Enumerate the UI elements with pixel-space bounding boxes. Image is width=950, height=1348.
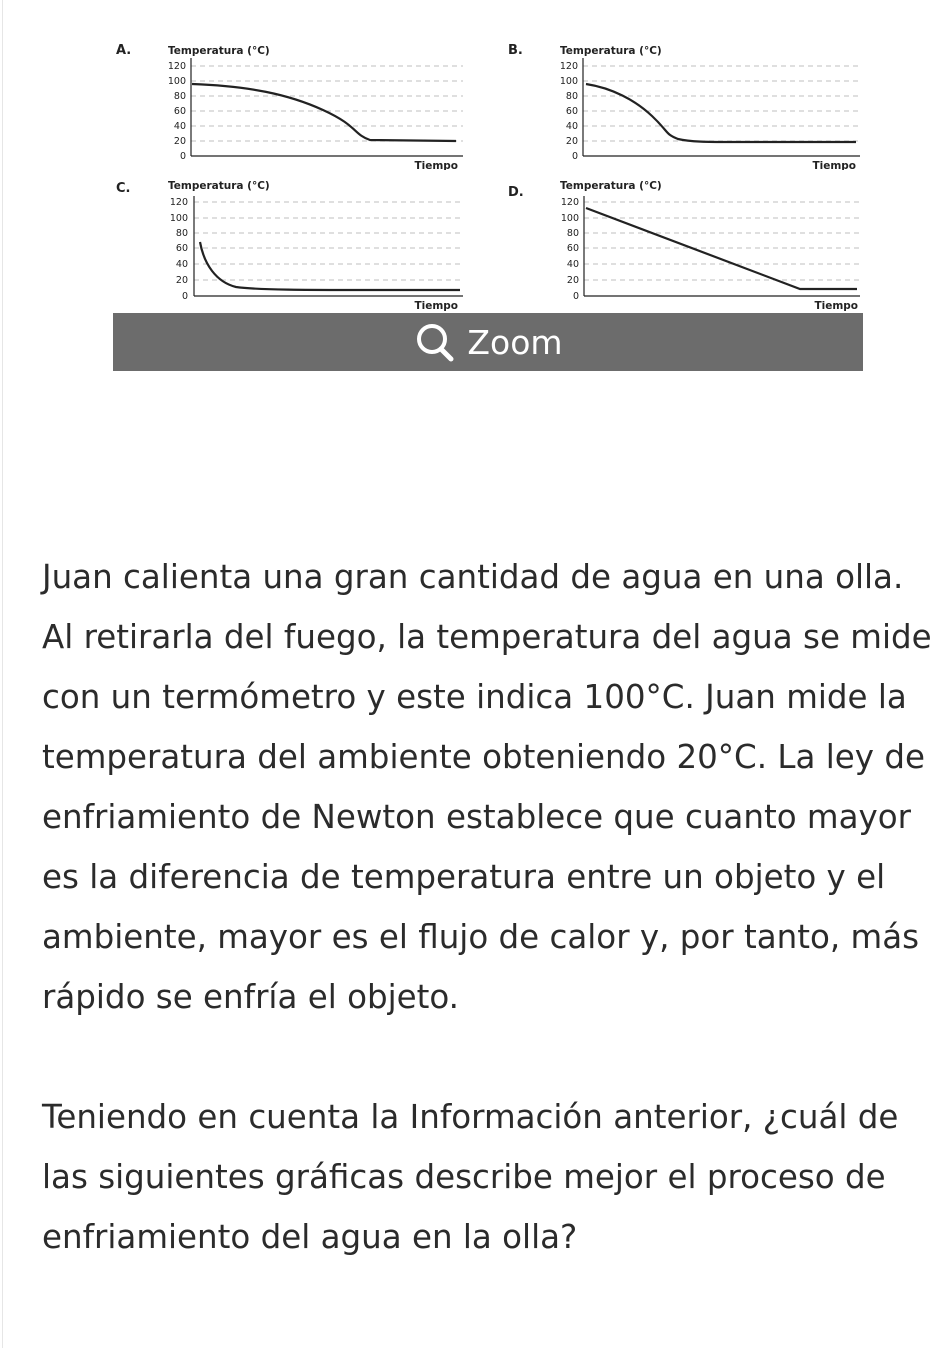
graph-d-y-axis-label: Temperatura (°C) <box>560 180 662 192</box>
graph-a-x-axis-label: Tiempo <box>414 160 458 170</box>
graph-a-tick-80: 80 <box>173 91 186 102</box>
graph-b-letter: B. <box>508 43 523 58</box>
graph-d-letter: D. <box>508 185 524 200</box>
question-text <box>42 547 937 1267</box>
graph-d-tick-0: 0 <box>572 291 579 302</box>
graph-b-tick-100: 100 <box>559 76 578 87</box>
graph-b <box>500 28 880 170</box>
graph-b-tick-80: 80 <box>565 91 578 102</box>
graph-a-tick-100: 100 <box>167 76 186 87</box>
graph-c-x-axis-label: Tiempo <box>414 300 458 312</box>
graph-d <box>500 170 880 312</box>
graph-a-svg <box>108 28 488 170</box>
search-icon <box>413 322 457 362</box>
question-paragraph-2: Teniendo en cuenta la Información anterior, ¿cuál de las siguientes gráficas describe mejor el proceso de enfriamiento del agua en la olla? <box>42 1098 899 1256</box>
graph-d-tick-40: 40 <box>566 259 579 270</box>
graph-b-tick-40: 40 <box>565 121 578 132</box>
graph-b-tick-60: 60 <box>565 106 578 117</box>
graph-d-gridlines <box>584 202 860 280</box>
graph-a-gridlines <box>191 66 463 141</box>
graph-c-curve <box>200 242 460 290</box>
graph-c <box>108 170 488 312</box>
graph-d-tick-100: 100 <box>560 213 579 224</box>
graph-a-tick-20: 20 <box>173 136 186 147</box>
graph-b-tick-20: 20 <box>565 136 578 147</box>
question-paragraph-1 <box>42 547 937 1027</box>
graph-b-tick-120: 120 <box>559 61 578 72</box>
graph-d-x-axis-label: Tiempo <box>814 300 858 312</box>
graph-c-tick-40: 40 <box>175 259 188 270</box>
graph-a-tick-40: 40 <box>173 121 186 132</box>
graph-c-svg <box>108 170 488 312</box>
graph-a <box>108 28 488 170</box>
graph-b-x-axis-label: Tiempo <box>812 160 856 170</box>
graph-c-y-ticks <box>170 197 188 302</box>
graph-d-tick-80: 80 <box>566 228 579 239</box>
graph-c-tick-80: 80 <box>175 228 188 239</box>
question-p1-part2: . Juan mide la temperatura del ambiente obteniendo <box>42 678 907 776</box>
zoom-label: Zoom <box>467 322 563 362</box>
graph-d-y-ticks <box>561 197 579 302</box>
zoom-button[interactable] <box>113 313 863 371</box>
graph-d-tick-60: 60 <box>566 243 579 254</box>
ambient-temperature: 20°C <box>676 738 757 776</box>
graph-c-tick-120: 120 <box>169 197 188 208</box>
graph-c-tick-100: 100 <box>169 213 188 224</box>
graph-d-tick-20: 20 <box>566 275 579 286</box>
graph-c-tick-0: 0 <box>181 291 188 302</box>
graph-c-tick-60: 60 <box>175 243 188 254</box>
graph-b-y-ticks <box>560 61 578 162</box>
graph-a-tick-60: 60 <box>173 106 186 117</box>
graph-b-gridlines <box>583 66 860 141</box>
graph-b-svg <box>500 28 880 170</box>
graph-d-curve <box>586 208 857 289</box>
water-temperature: 100°C <box>583 678 685 716</box>
graph-a-letter: A. <box>116 43 132 58</box>
graph-b-tick-0: 0 <box>571 151 578 162</box>
page-left-border <box>2 0 3 1348</box>
graph-a-y-axis-label: Temperatura (°C) <box>168 45 270 57</box>
graph-c-letter: C. <box>116 181 131 196</box>
graph-a-tick-120: 120 <box>167 61 186 72</box>
graphs-figure <box>108 28 868 312</box>
graph-b-curve <box>586 84 856 142</box>
graph-d-svg <box>500 170 880 312</box>
graph-b-y-axis-label: Temperatura (°C) <box>560 45 662 57</box>
graph-c-y-axis-label: Temperatura (°C) <box>168 180 270 192</box>
graph-a-y-ticks <box>168 61 186 162</box>
question-p1-part1: Juan calienta una gran cantidad de agua en una olla. Al retirarla del fuego, la temperatura del agua se mide con un termómetro y este indica <box>42 558 932 716</box>
paragraph-gap <box>42 1027 937 1087</box>
graph-d-tick-120: 120 <box>560 197 579 208</box>
graph-c-gridlines <box>194 202 463 280</box>
question-p1-part3: . La ley de enfriamiento de Newton establece que cuanto mayor es la diferencia de temperatura entre un objeto y el ambiente, mayor es el flujo de calor y, por tanto, más rápido se enfría el objeto. <box>42 738 925 1016</box>
graph-c-tick-20: 20 <box>175 275 188 286</box>
graph-a-tick-0: 0 <box>179 151 186 162</box>
graph-a-curve <box>192 84 456 141</box>
